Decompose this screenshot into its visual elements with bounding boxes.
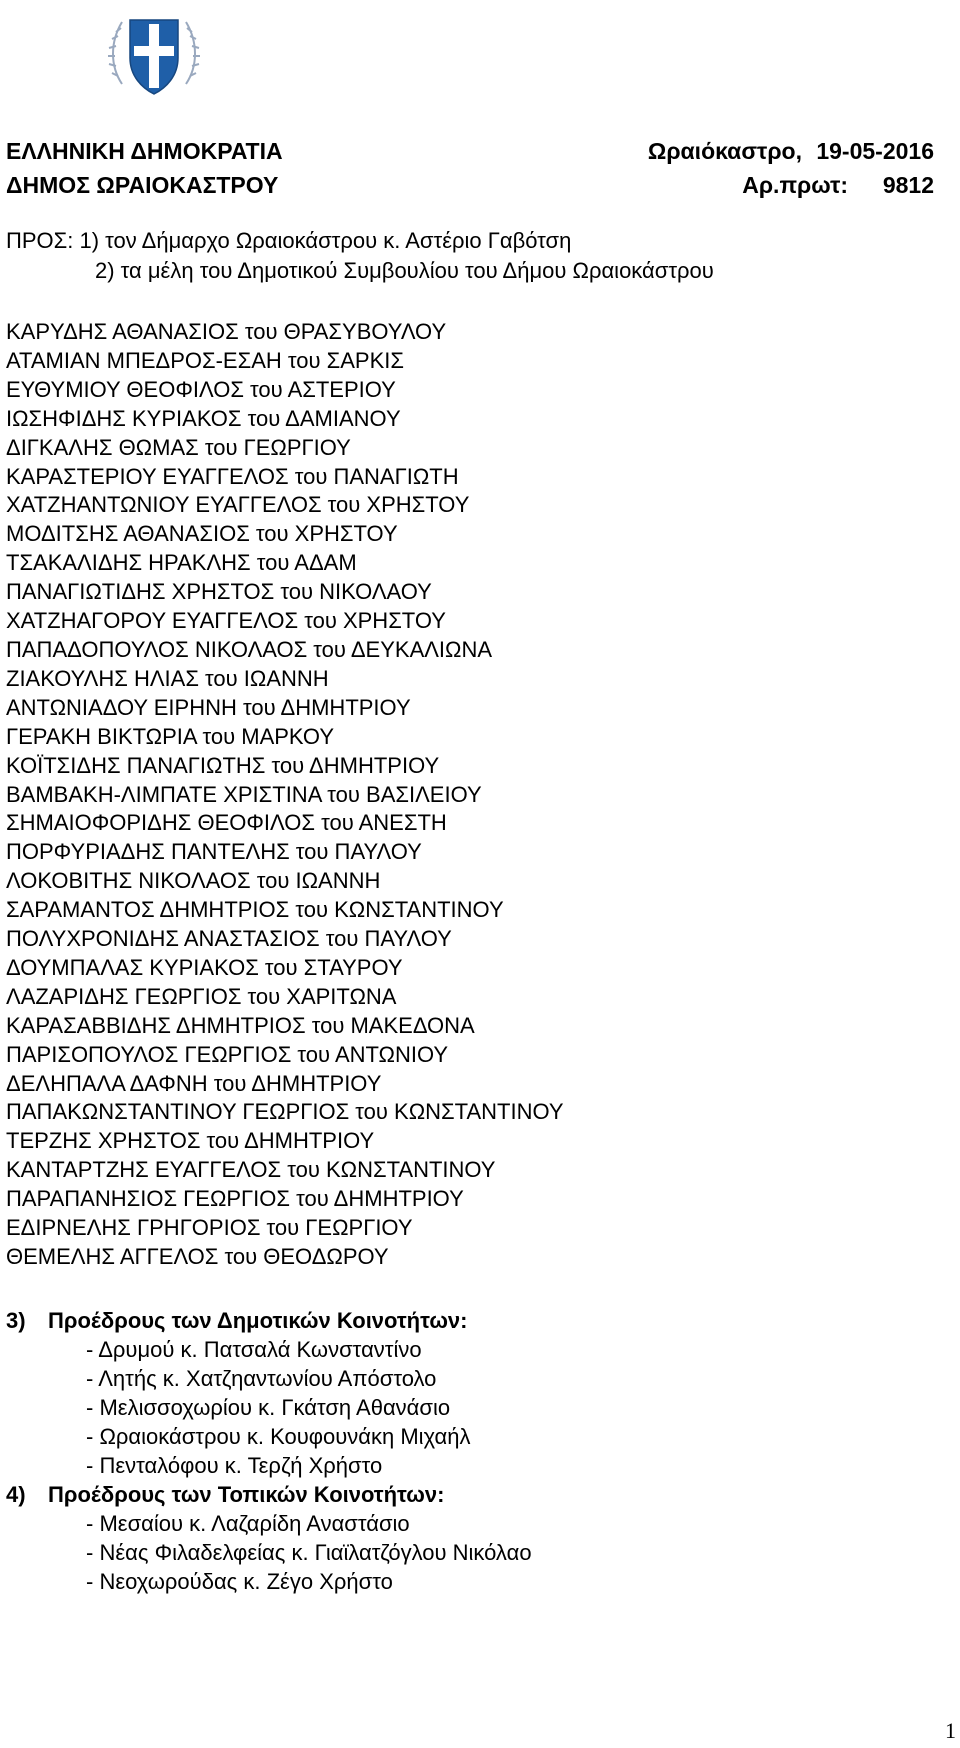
- list-item: ΤΣΑΚΑΛΙΔΗΣ ΗΡΑΚΛΗΣ του ΑΔΑΜ: [6, 550, 357, 576]
- list-item: ΕΔΙΡΝΕΛΗΣ ΓΡΗΓΟΡΙΟΣ του ΓΕΩΡΓΙΟΥ: [6, 1215, 413, 1241]
- list-item: ΔΟΥΜΠΑΛΑΣ ΚΥΡΙΑΚΟΣ του ΣΤΑΥΡΟΥ: [6, 954, 403, 980]
- list-item: ΛΟΚΟΒΙΤΗΣ ΝΙΚΟΛΑΟΣ του ΙΩΑΝΝΗ: [6, 868, 381, 894]
- list-item: ΠΟΡΦΥΡΙΑΔΗΣ ΠΑΝΤΕΛΗΣ του ΠΑΥΛΟΥ: [6, 839, 422, 865]
- list-item: - Δρυμού κ. Πατσαλά Κωνσταντίνο: [86, 1337, 422, 1362]
- org-name-municipality: ΔΗΜΟΣ ΩΡΑΙΟΚΑΣΤΡΟΥ: [6, 172, 279, 198]
- header-row-1: [6, 136, 934, 166]
- list-item: - Νέας Φιλαδελφείας κ. Γιαϊλατζόγλου Νικόλαο: [86, 1540, 532, 1565]
- list-item: ΣΗΜΑΙΟΦΟΡΙΔΗΣ ΘΕΟΦΙΛΟΣ του ΑΝΕΣΤΗ: [6, 810, 447, 836]
- list-item: - Λητής κ. Χατζηαντωνίου Απόστολο: [86, 1366, 437, 1391]
- list-item: ΠΟΛΥΧΡΟΝΙΔΗΣ ΑΝΑΣΤΑΣΙΟΣ του ΠΑΥΛΟΥ: [6, 926, 452, 952]
- list-item: ΑΝΤΩΝΙΑΔΟΥ ΕΙΡΗΝΗ του ΔΗΜΗΤΡΙΟΥ: [6, 694, 411, 720]
- list-item: ΠΑΠΑΚΩΝΣΤΑΝΤΙΝΟΥ ΓΕΩΡΓΙΟΣ του ΚΩΝΣΤΑΝΤΙΝΟΥ: [6, 1099, 564, 1125]
- protocol-number: 9812: [882, 172, 934, 198]
- section-title: Προέδρους των Τοπικών Κοινοτήτων:: [48, 1482, 445, 1507]
- section-heading: [6, 1480, 532, 1509]
- section-items-list: [6, 1335, 470, 1480]
- list-item: ΔΙΓΚΑΛΗΣ ΘΩΜΑΣ του ΓΕΩΡΓΙΟΥ: [6, 434, 351, 460]
- list-item: ΓΕΡΑΚΗ ΒΙΚΤΩΡΙΑ του ΜΑΡΚΟΥ: [6, 723, 334, 749]
- council-members-list: [6, 318, 564, 1272]
- section-local-community-presidents: [6, 1480, 532, 1596]
- section-number: 4): [6, 1482, 26, 1507]
- list-item: - Μεσαίου κ. Λαζαρίδη Αναστάσιο: [86, 1511, 410, 1536]
- list-item: ΚΑΝΤΑΡΤΖΗΣ ΕΥΑΓΓΕΛΟΣ του ΚΩΝΣΤΑΝΤΙΝΟΥ: [6, 1157, 496, 1183]
- place-label: Ωραιόκαστρο,: [647, 138, 802, 164]
- list-item: ΘΕΜΕΛΗΣ ΑΓΓΕΛΟΣ του ΘΕΟΔΩΡΟΥ: [6, 1244, 389, 1269]
- list-item: ΧΑΤΖΗΑΓΟΡΟΥ ΕΥΑΓΓΕΛΟΣ του ΧΡΗΣΤΟΥ: [6, 608, 446, 634]
- section-title: Προέδρους των Δημοτικών Κοινοτήτων:: [48, 1308, 468, 1333]
- recipients-block: [6, 226, 714, 286]
- date-line: [648, 136, 934, 166]
- list-item: ΚΑΡΑΣΤΕΡΙΟΥ ΕΥΑΓΓΕΛΟΣ του ΠΑΝΑΓΙΩΤΗ: [6, 463, 459, 489]
- list-item: ΑΤΑΜΙΑΝ ΜΠΕΔΡΟΣ-ΕΣΑΗ του ΣΑΡΚΙΣ: [6, 347, 404, 373]
- list-item: ΙΩΣΗΦΙΔΗΣ ΚΥΡΙΑΚΟΣ του ΔΑΜΙΑΝΟΥ: [6, 405, 401, 431]
- list-item: ΣΑΡΑΜΑΝΤΟΣ ΔΗΜΗΤΡΙΟΣ του ΚΩΝΣΤΑΝΤΙΝΟΥ: [6, 897, 504, 923]
- page-number: 1: [945, 1718, 956, 1743]
- org-name-republic: ΕΛΛΗΝΙΚΗ ΔΗΜΟΚΡΑΤΙΑ: [6, 138, 283, 164]
- list-item: ΜΟΔΙΤΣΗΣ ΑΘΑΝΑΣΙΟΣ του ΧΡΗΣΤΟΥ: [6, 521, 398, 547]
- list-item: ΖΙΑΚΟΥΛΗΣ ΗΛΙΑΣ του ΙΩΑΝΝΗ: [6, 665, 329, 691]
- list-item: ΤΕΡΖΗΣ ΧΡΗΣΤΟΣ του ΔΗΜΗΤΡΙΟΥ: [6, 1128, 375, 1154]
- document-date: 19-05-2016: [816, 138, 934, 164]
- list-item: ΚΑΡΥΔΗΣ ΑΘΑΝΑΣΙΟΣ του ΘΡΑΣΥΒΟΥΛΟΥ: [6, 319, 447, 344]
- protocol-line: [742, 170, 934, 200]
- list-item: ΠΑΝΑΓΙΩΤΙΔΗΣ ΧΡΗΣΤΟΣ του ΝΙΚΟΛΑΟΥ: [6, 579, 432, 605]
- list-item: - Ωραιοκάστρου κ. Κουφουνάκη Μιχαήλ: [86, 1424, 471, 1449]
- section-heading: [6, 1306, 470, 1335]
- list-item: ΠΑΠΑΔΟΠΟΥΛΟΣ ΝΙΚΟΛΑΟΣ του ΔΕΥΚΑΛΙΩΝΑ: [6, 636, 493, 662]
- list-item: ΠΑΡΑΠΑΝΗΣΙΟΣ ΓΕΩΡΓΙΟΣ του ΔΗΜΗΤΡΙΟΥ: [6, 1186, 464, 1212]
- list-item: ΚΟΪΤΣΙΔΗΣ ΠΑΝΑΓΙΩΤΗΣ του ΔΗΜΗΤΡΙΟΥ: [6, 752, 440, 778]
- section-community-presidents: [6, 1306, 470, 1480]
- protocol-label: Αρ.πρωτ:: [742, 172, 848, 198]
- list-item: ΠΑΡΙΣΟΠΟΥΛΟΣ ΓΕΩΡΓΙΟΣ του ΑΝΤΩΝΙΟΥ: [6, 1041, 449, 1067]
- list-item: ΕΥΘΥΜΙΟΥ ΘΕΟΦΙΛΟΣ του ΑΣΤΕΡΙΟΥ: [6, 376, 396, 402]
- list-item: ΒΑΜΒΑΚΗ-ΛΙΜΠΑΤΕ ΧΡΙΣΤΙΝΑ του ΒΑΣΙΛΕΙΟΥ: [6, 781, 482, 807]
- section-number: 3): [6, 1308, 26, 1333]
- list-item: ΛΑΖΑΡΙΔΗΣ ΓΕΩΡΓΙΟΣ του ΧΑΡΙΤΩΝΑ: [6, 983, 397, 1009]
- greek-coat-of-arms-emblem: [104, 6, 204, 106]
- section-items-list: [6, 1509, 532, 1596]
- list-item: ΧΑΤΖΗΑΝΤΩΝΙΟΥ ΕΥΑΓΓΕΛΟΣ του ΧΡΗΣΤΟΥ: [6, 492, 470, 518]
- list-item: - Μελισσοχωρίου κ. Γκάτση Αθανάσιο: [86, 1395, 451, 1420]
- list-item: - Νεοχωρούδας κ. Ζέγο Χρήστο: [86, 1569, 393, 1594]
- header-row-2: [6, 170, 934, 200]
- list-item: ΚΑΡΑΣΑΒΒΙΔΗΣ ΔΗΜΗΤΡΙΟΣ του ΜΑΚΕΔΟΝΑ: [6, 1012, 475, 1038]
- recipient-line-1: ΠΡΟΣ: 1) τον Δήμαρχο Ωραιοκάστρου κ. Αστέριο Γαβότση: [6, 228, 572, 253]
- recipient-line-2: 2) τα μέλη του Δημοτικού Συμβουλίου του Δήμου Ωραιοκάστρου: [95, 258, 714, 283]
- list-item: - Πενταλόφου κ. Τερζή Χρήστο: [86, 1453, 383, 1478]
- list-item: ΔΕΛΗΠΑΛΑ ΔΑΦΝΗ του ΔΗΜΗΤΡΙΟΥ: [6, 1070, 382, 1096]
